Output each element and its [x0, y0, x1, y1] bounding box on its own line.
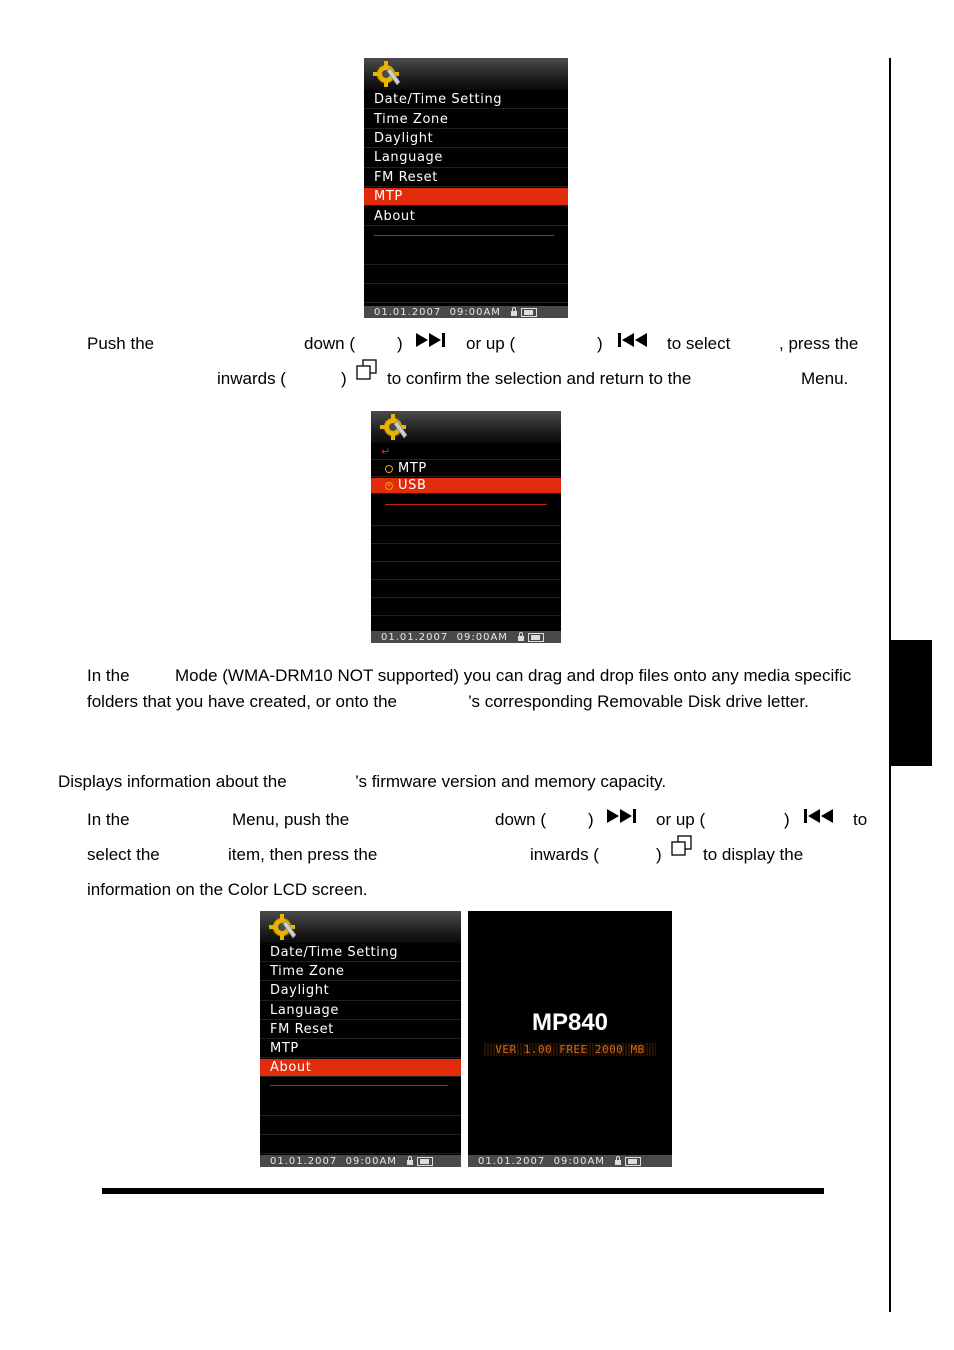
- settings-gear-icon: [379, 413, 411, 441]
- divider: [270, 1085, 448, 1086]
- para4-or-up: or up (: [656, 810, 706, 829]
- lock-icon: [518, 636, 524, 641]
- para1-menu: Menu.: [801, 369, 849, 388]
- para2-in-the: In the: [87, 666, 130, 685]
- divider: [385, 504, 547, 505]
- battery-icon: [625, 1157, 641, 1166]
- divider: [374, 235, 554, 236]
- status-time: 09:00AM: [456, 631, 508, 643]
- para4-close2: ): [784, 810, 790, 829]
- empty-row: [364, 266, 568, 284]
- menu-item-language[interactable]: Language: [364, 149, 568, 167]
- battery-icon: [528, 633, 544, 642]
- settings-screen-mtp: [364, 58, 568, 318]
- para1-to-select: to select: [667, 334, 731, 353]
- para4-to: to: [853, 810, 868, 829]
- status-time: 09:00AM: [345, 1155, 397, 1167]
- para3-displays: Displays information about the: [58, 772, 287, 791]
- empty-row: [260, 1117, 461, 1135]
- para2-folders: folders that you have created, or onto the: [87, 692, 397, 711]
- enter-button-icon: [356, 359, 378, 381]
- bottom-rule: [102, 1188, 824, 1194]
- menu-item-date-time-setting[interactable]: Date/Time Setting: [260, 944, 461, 962]
- para4-inwards: inwards (: [530, 845, 599, 864]
- para1-down: down (: [304, 334, 356, 353]
- empty-row: [260, 1136, 461, 1154]
- settings-gear-icon: [268, 913, 300, 941]
- status-bar: [260, 1155, 461, 1167]
- status-time: 09:00AM: [553, 1155, 605, 1167]
- option-mtp[interactable]: [371, 461, 561, 477]
- back-icon[interactable]: ↵: [371, 444, 561, 460]
- para1-press-the: , press the: [779, 334, 859, 353]
- para1-push-the: Push the: [87, 334, 155, 353]
- lock-icon: [615, 1160, 621, 1165]
- battery-icon: [521, 308, 537, 317]
- menu-item-daylight[interactable]: Daylight: [260, 982, 461, 1000]
- next-track-icon: [606, 807, 646, 825]
- para4-in-the: In the: [87, 810, 130, 829]
- menu-item-fm-reset[interactable]: FM Reset: [364, 169, 568, 187]
- previous-track-icon: [803, 807, 843, 825]
- para1-or-up: or up (: [466, 334, 516, 353]
- settings-screen-about: [260, 911, 461, 1167]
- para1-close2: ): [597, 334, 603, 353]
- para4-display: to display the: [703, 845, 804, 864]
- empty-row: [364, 285, 568, 303]
- empty-row: [371, 509, 561, 526]
- previous-track-icon: [617, 331, 657, 349]
- menu-item-daylight[interactable]: Daylight: [364, 130, 568, 148]
- radio-icon: [385, 465, 393, 473]
- screen-header: [371, 411, 561, 443]
- para4-close1: ): [588, 810, 594, 829]
- option-label: MTP: [398, 461, 427, 476]
- para4-item: item, then press the: [228, 845, 378, 864]
- menu-item-time-zone[interactable]: Time Zone: [260, 963, 461, 981]
- status-date: 01.01.2007: [478, 1155, 546, 1167]
- menu-item-date-time-setting[interactable]: Date/Time Setting: [364, 91, 568, 109]
- version-info: VER 1.00 FREE 2000 MB: [484, 1043, 656, 1056]
- status-date: 01.01.2007: [381, 631, 449, 643]
- empty-row: [371, 581, 561, 598]
- mtp-options-screen: [371, 411, 561, 643]
- para2-removable: ’s corresponding Removable Disk drive letter.: [468, 692, 809, 711]
- section-tab: [891, 640, 932, 766]
- status-time: 09:00AM: [449, 306, 501, 318]
- menu-item-about[interactable]: About: [260, 1059, 461, 1077]
- para1-close3: ): [341, 369, 347, 388]
- para4-select-the: select the: [87, 845, 160, 864]
- menu-item-mtp[interactable]: MTP: [364, 188, 568, 206]
- para2-mode: Mode (WMA-DRM10 NOT supported) you can drag and drop files onto any media specific: [175, 666, 852, 685]
- menu-item-fm-reset[interactable]: FM Reset: [260, 1021, 461, 1039]
- para1-inwards: inwards (: [217, 369, 286, 388]
- para4-information: information on the Color LCD screen.: [87, 880, 368, 899]
- para4-menu-push: Menu, push the: [232, 810, 350, 829]
- menu-item-about[interactable]: About: [364, 207, 568, 225]
- status-date: 01.01.2007: [374, 306, 442, 318]
- status-bar: [468, 1155, 672, 1167]
- para4-close3: ): [656, 845, 662, 864]
- option-usb[interactable]: [371, 478, 561, 494]
- menu-item-language[interactable]: Language: [260, 1002, 461, 1020]
- radio-icon: [385, 482, 393, 490]
- para3-firmware: ’s firmware version and memory capacity.: [355, 772, 667, 791]
- para4-down: down (: [495, 810, 547, 829]
- battery-icon: [417, 1157, 433, 1166]
- option-label: USB: [398, 478, 427, 493]
- empty-row: [364, 246, 568, 264]
- empty-row: [260, 1098, 461, 1116]
- settings-gear-icon: [372, 60, 404, 88]
- status-bar: [364, 306, 568, 318]
- about-info-screen: [468, 911, 672, 1167]
- para1-confirm: to confirm the selection and return to the: [387, 369, 692, 388]
- lock-icon: [407, 1160, 413, 1165]
- empty-row: [371, 545, 561, 562]
- empty-row: [371, 563, 561, 580]
- menu-item-time-zone[interactable]: Time Zone: [364, 110, 568, 128]
- screen-header: [260, 911, 461, 943]
- enter-button-icon: [671, 835, 693, 857]
- empty-row: [371, 599, 561, 616]
- menu-item-mtp[interactable]: MTP: [260, 1040, 461, 1058]
- status-date: 01.01.2007: [270, 1155, 338, 1167]
- empty-row: [371, 527, 561, 544]
- next-track-icon: [415, 331, 455, 349]
- status-bar: [371, 631, 561, 643]
- para1-close1: ): [397, 334, 403, 353]
- screen-header: [364, 58, 568, 90]
- lock-icon: [511, 311, 517, 316]
- model-name: MP840: [531, 1009, 609, 1036]
